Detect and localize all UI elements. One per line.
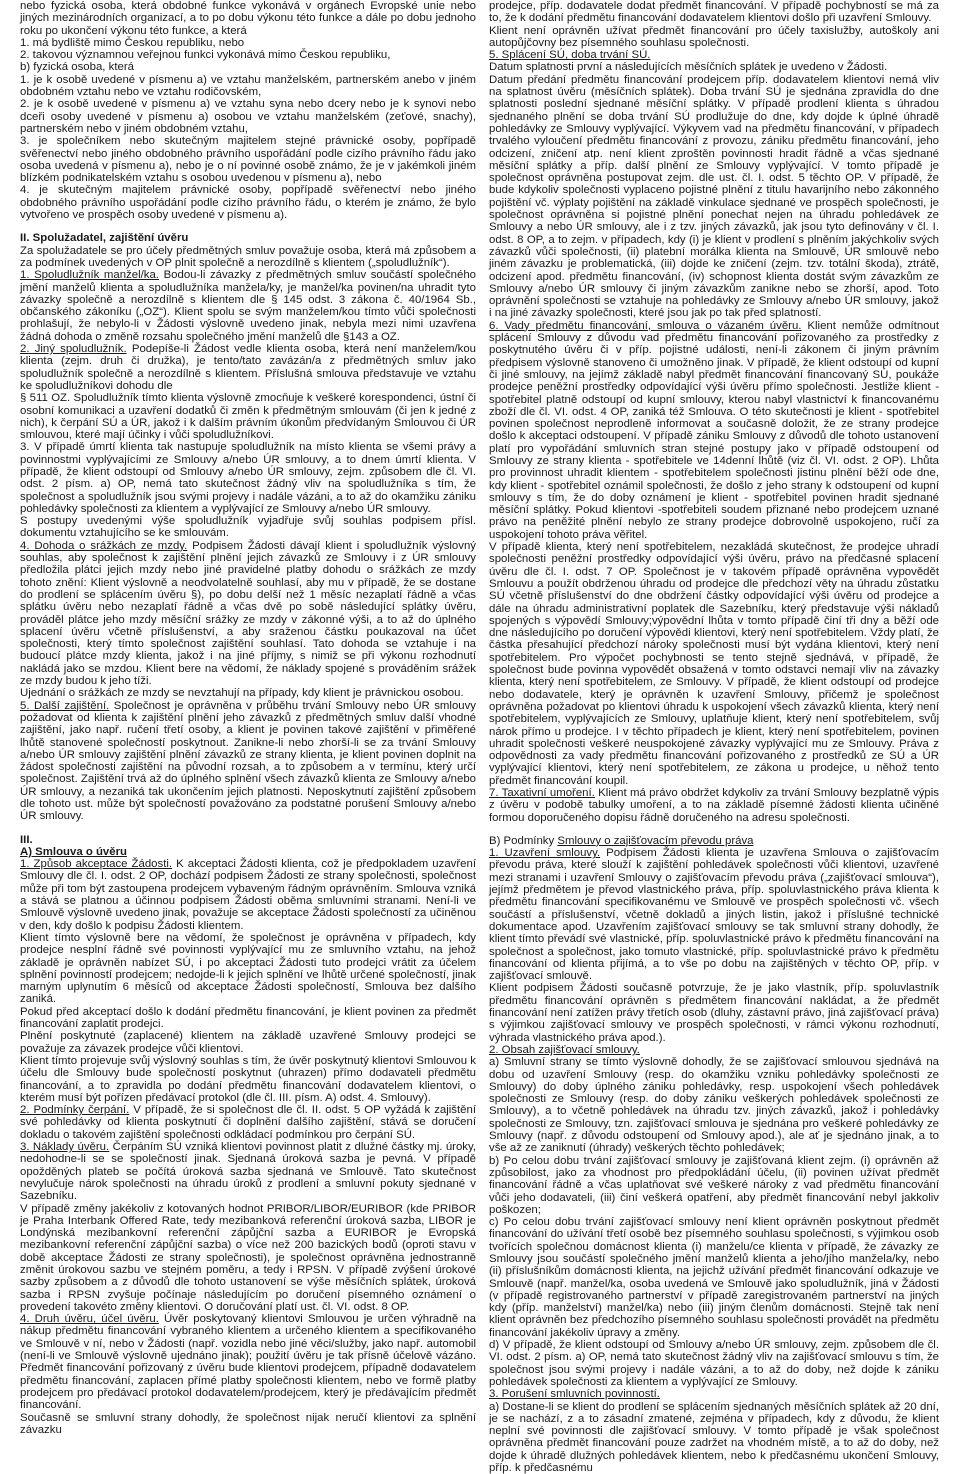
underlined-subheading: 1. Způsob akceptace Žádosti. — [20, 858, 173, 871]
paragraph: Klient není oprávněn užívat předmět financování pro účely taxislužby, autoškoly ani autopůjčovny bez písemného souhlasu společnosti. — [489, 24, 939, 49]
paragraph: Datum předání předmětu financování prodejcem příp. dodavatelem klientovi nemá vliv na splatnost úvěru (měsíčních splátek). Doba trvání SÚ je sjednána zpravidla do dne splatnosti poslední sjednané měsíční splátky. V případě prodlení klienta s úhradou sjednaného plnění se doba trvání SÚ prodlužuje do dne, kdy dojde k úplné úhradě pohledávky ze Smlouvy vyplývající. Výkyvem vad na předmětu financování, v případech trvalého vyloučení předmětu financování z provozu, zániku předmětu financování, jeho odcizení, zničení atp. není klient zproštěn povinnosti hradit řádně a včas sjednané měsíční splátky a příp. další plnění ze Smlouvy vyplývající. V tomto případě je společnost oprávněna postupovat zejm. dle ust. čl. I. odst. 5 těchto OP. V případě, že bude kdykoliv společnosti vyplaceno pojistné plnění z titulu havarijního nebo zákonného pojištění vč. výplaty pojištění na základě vinkulace sjednané ve prospěch společnosti, je společnost oprávněna si pojistné plnění ponechat nejen na úhradu pohledávek ze Smlouvy a nebo ÚR smlouvy, ale i z tzv. jiných závazků, jak jsou tyto definovány v čl. I. odst. 8 OP, a to zejm. v případech, kdy (i) je klient v prodlení s plněním jakýchkoliv svých závazků vůči společnosti, (ii) platební morálka klienta na Smlouvě, ÚR smlouvě nebo jiném závazku je problematická, (iii) dojde ke zničení (zejm. tzv. totální škoda), ztrátě, odcizení apod. předmětu financování, (iv) schopnost klienta dostát svým závazkům ze Smlouvy a/nebo ÚR smlouvy či jiným závazkům zanikne nebo se zhorší, apod. Toto oprávnění společnosti se vztahuje na pohledávky ze Smlouvy a/nebo ÚR smlouvy, jakož i na jiné závazky společnosti, které jsou jak po tak před splatností. — [489, 73, 939, 320]
paragraph — [489, 835, 939, 847]
spacer — [489, 824, 939, 835]
paragraph: 1. je k osobě uvedené v písmenu a) ve vztahu manželském, partnerském anebo v jiném obdobném vztahu nebo ve vztahu rodičovském, — [20, 73, 476, 99]
underlined-subheading: 2. Jiný spoludlužník. — [20, 343, 127, 356]
paragraph: Pokud před akceptací došlo k dodání předmětu financování, je klient povinen za předmět financování zaplatit prodejci. — [20, 1005, 476, 1031]
left-text-column — [20, 0, 477, 1436]
underlined-subheading: 1. Uzavření smlouvy. — [489, 847, 601, 860]
underlined-subheading: 7. Taxativní umoření. — [489, 787, 595, 799]
underlined-subheading: 2. Obsah zajišťovací smlouvy. — [489, 1043, 640, 1056]
paragraph-prefix: B) Podmínky — [489, 834, 558, 847]
paragraph: a) Smluvní strany se tímto výslovně dohodly, že se zajišťovací smlouvou sjednává na dobu od uzavření Smlouvy (resp. do okamžiku vzniku pohledávky společnosti ze Smlouvy) do doby úplného zániku pohledávky, resp. uspokojení všech pohledávek společnosti ze Smlouvy (resp. do doby zániku veškerých pohledávek společnosti ze Smlouvy), a to včetně pohledávek na úhradu tzv. jiných závazků, jakož i pohledávky společnosti ze Smlouvy, tzn. zajišťovací smlouva je sjednána pro veškeré pohledávky ze Smlouvy (např. z důvodu odstoupení od Smlouvy apod.), ale ať je sjednáno jinak, a to vše až ze zaniknutí (úhrady) veškerých těchto pohledávek; — [489, 1056, 939, 1155]
paragraph: c) Po celou dobu trvání zajišťovací smlouvy není klient oprávněn poskytnout předmět financování do užívání třetí osobě bez písemného souhlasu společnosti, s výjimkou osob tvořících společnou domácnost klienta (i) manželu/ce klienta v případě, že závazky ze Smlouvy jsou součástí společného jmění manželů klienta a jeho/jího manžela/ky, nebo (ii) příslušníkům domácnosti klienta, na jejichž užívání předmět financování odkazuje ve Smlouvě (např. manžel/ka, osoba uvedená ve Smlouvě jako spoludlužník, jiná v Žádosti (v případě registrovaného partnerství v případě zaregistrovaném partnerství na jiných kdy (příp. manželství) manžel/ka) nebo (iii) jiným členům domácnosti. Stejně tak není klient oprávněn bez předchozího písemného souhlasu společnosti provádět na předmětu financování jakékoliv úpravy a změny. — [489, 1216, 939, 1339]
paragraph-text: Podepíše-li Žádost vedle klienta osoba, která není manželem/kou klienta (zejm. druh či družka), je tento/tato zavázán/a z předmětných smluv jako spoludlužník společně a nerozdílně s klientem. Příslušná smlouva představuje ve vztahu ke spoludlužníkovi dohodu dle — [20, 343, 476, 392]
paragraph — [489, 847, 939, 982]
paragraph: 1. má bydliště mimo Českou republiku, nebo — [20, 36, 245, 49]
paragraph: 2. je k osobě uvedené v písmenu a) ve vztahu syna nebo dcery nebo je k synovi nebo dceři osoby uvedené v písmenu a) osobou ve vztahu manželském (zeťové, snachy), partnerském nebo v jiném obdobném vztahu, — [20, 98, 476, 135]
paragraph — [20, 269, 476, 343]
section-heading: III. — [20, 833, 33, 846]
underlined-subheading: 6. Vady předmětu financování, smlouva o vázaném úvěru. — [489, 319, 802, 332]
paragraph: b) fyzická osoba, která — [20, 61, 134, 74]
underlined-subheading: 2. Podmínky čerpání. — [20, 1104, 130, 1117]
right-text-column — [489, 0, 939, 1474]
paragraph: Klient podpisem Žádosti současně potvrzuje, že je jako vlastník, příp. spoluvlastník předmětu financování oprávněn s předmětem financování nakládat, a že předmět financování není zatížen právy třetích osob (dluhy, zástavní právo, jiná zajišťovací práva) s výjimkou zajišťovací smlouvy ve prospěch společnosti, v rámci výkonu rozhodnutí, výhrada vlastnického práva apod.). — [489, 982, 939, 1044]
paragraph: prodejce, příp. dodavatele dodat předmět financování. V případě pochybností se má za to, že k dodání předmětu financování dodavatelem klientovi došlo při uzavření Smlouvy. — [489, 0, 939, 25]
paragraph-text: K akceptaci Žádosti klienta, což je předpokladem uzavření Smlouvy dle čl. I. odst. 2 OP, dochází podpisem Žádosti ze strany společnosti, společnost může při tom být zastoupena prodejcem vybaveným řádným oprávněním. Smlouva vzniká a stává se platnou a účinnou podpisem Žádosti oběma smluvními stranami. Není-li ve Smlouvě výslovně uvedeno jinak, považuje se akceptace Žádosti společností za učiněnou v den, kdy došlo k podpisu Žádosti klientem. — [20, 858, 476, 932]
underlined-subheading: 3. Náklady úvěru. — [20, 1141, 110, 1154]
paragraph: Klient tímto výslovně bere na vědomí, že společnost je oprávněna v případech, kdy prodejce nesplní řádně své povinnosti vyplývající mu ze smluvního vztahu, na jehož základě je oprávněn nabízet SÚ, i po akceptaci Žádosti tuto prodejci vrátit za účelem splnění povinností prodejcem; nedojde-li k jejich splnění ve lhůtě určené společností, jinak marným uplynutím 6 měsíců od akceptace Žádosti společností, Smlouva bez dalšího zaniká. — [20, 931, 476, 1006]
paragraph — [20, 700, 476, 823]
underlined-subheading: Smlouvy o zajišťovacím převodu práva — [557, 834, 754, 847]
paragraph: Datum splatnosti první a následujících měsíčních splátek je uvedeno v Žádosti. — [489, 61, 888, 74]
spacer — [20, 823, 476, 834]
paragraph: nebo fyzická osoba, která obdobné funkce vykonává v orgánech Evropské unie nebo jiných mezinárodních organizací, a to po dobu výkonu této funkce a dále po dobu jednoho roku po ukončení výkonu této funkce, a která — [20, 0, 476, 37]
paragraph — [20, 1313, 476, 1411]
underlined-subheading: 4. Dohoda o srážkách ze mzdy. — [20, 539, 188, 552]
paragraph-text: Bodou-li závazky z předmětných smluv součástí společného jmění manželů klienta a spoludlužníka manžela/ky, je manžel/ka povinen/na uhradit tyto závazky společně a nerozdílně s klientem dle § 145 odst. 3 zákona č. 40/1964 Sb., občanského zákoníku („OZ“). Klient spolu se svým manželem/kou tímto vůči společnosti prohlašují, že nebylo-li v Žádosti výslovně uvedeno jinak, nebyla mezi nimi uzavřena žádná dohoda o změně rozsahu společného jmění manželů dle §143 a OZ. — [20, 269, 476, 343]
paragraph: Ujednání o srážkách ze mzdy se nevztahují na případy, kdy klient je právnickou osobou. — [20, 687, 464, 700]
section-heading: A) Smlouva o úvěru — [20, 845, 127, 858]
paragraph — [20, 1141, 476, 1202]
underlined-subheading: 4. Druh úvěru, účel úvěru. — [20, 1313, 159, 1326]
paragraph: 3. je společníkem nebo skutečným majitelem stejné právnické osoby, popřípadě svěřenectví nebo jiného obdobného právního uspořádání podle cizího právního řádu jako osoba uvedená v písmenu a), nebo je o ní povinné osobě známo, že je v jakémkoli jiném blízkém podnikatelském vztahu s osobou uvedenou v písmenu a), nebo — [20, 135, 476, 185]
underlined-subheading: 3. Porušení smluvních povinností. — [489, 1388, 660, 1401]
paragraph — [489, 320, 939, 541]
paragraph-text: V případě, že si společnost dle čl. II. odst. 5 OP vyžádá k zajištění své pohledávky od klienta poskytnutí či doplnění dalšího zajištění, stává se doručení dokladu o takovém zajištění společnosti odkládací podmínkou pro čerpání SÚ. — [20, 1104, 476, 1141]
paragraph — [20, 1104, 476, 1141]
paragraph-text: Úvěr poskytovaný klientovi Smlouvou je určen výhradně na nákup předmětu financování vybraného klientem a určeného klientem a specifikovaného ve Smlouvě v ní, nebo v Žádosti (např. vozidla nebo jiné věci/služby, jako např. automobil (není-li ve Smlouvě výslovně ujednáno jinak); použití úvěru je tak přísně účelově vázáno. Předmět financování pořizovaný z úvěru bude klientovi prodejcem, případně dodavatelem předmětu financování, zaplacen přímé platby společnosti klientem, nebo ve formě platby prodejcem pro předávací protokol dodavatelem/prodejcem, který je předávajícím předmět financování. — [20, 1313, 477, 1412]
paragraph — [20, 343, 476, 392]
paragraph: V případě klienta, který není spotřebitelem, nezakládá skutečnost, že prodejce uhradí společnosti peněžní prostředky odpovídající výši úvěru, právo na předčasné splacení úvěru dle čl. I. odst. 7 OP. Společnost je v takovém případě oprávněna vypovědět Smlouvu a použít obdrženou úhradu od prodejce dle předchozí věty na úhradu zůstatku SÚ včetně příslušenství do dne obdržení částky odpovídající výši úvěru od prodejce a dále na úhradu administrativní poplatek dle Sazebníku, který představuje výši nákladů spojených s výpovědí Smlouvy;výpovědní lhůta v tomto případě činí tři dny a běží ode dne následujícího po doručení výpovědi klientovi, který není spotřebitelem. Vždy platí, že částka přesahující předchozí nároky společnosti musí být vydána klientovi, který není spotřebitelem. Pro výpočet pochybnosti se tento stejně sjednává, v případě, že společnost bude povinna vypovědět obsažená v tomto odstavci nemají vliv na závazky klienta, který není spotřebitelem, ze Smlouvy. V případě, že klient odstoupí od prodejce nebo dodavatele, který je oprávněn k uzavření Smlouvy, přičemž je společnost oprávněna požadovat po klientovi úhradu k uspokojení všech závazků klienta, který není spotřebitelem, vyplývajících ze Smlouvy, uplatňuje klient, který není spotřebitelem, svůj nárok přímo u prodejce. I v těchto případech je klient, který není spotřebitelem, povinen uhradit společnosti veškeré neuspokojené závazky vyplývající mu ze Smlouvy. Práva z odpovědnosti za vady předmětu financování pořizovaného z prostředků ze SÚ a ÚR vyplývající klientovi, který není spotřebitelem, ze zákona u prodejce, u něhož tento předmět financování koupil. — [489, 541, 939, 787]
paragraph: 3. V případě úmrtí klienta tak nastupuje spoludlužník na místo klienta se všemi právy a povinnostmi vyplývajícími ze Smlouvy a/nebo ÚR smlouvy, a to dnem úmrtí klienta. V případě, že klient odstoupí od Smlouvy a/nebo ÚR smlouvy, zejm. způsobem dle čl. VI. odst. 2 písm. a) OP, nemá tato skutečnost žádný vliv na spoludlužníka s tím, že společnost a spoludlužník jsou svými projevy i nadále vázáni, a to až do okamžiku zániku pohledávky společnosti za klientem a vyplývající ze Smlouvy a/nebo ÚR smlouvy. — [20, 441, 476, 515]
paragraph: 4. je skutečným majitelem právnické osoby, popřípadě svěřenectví nebo jiného obdobného právního uspořádání podle cizího právního řádu, o kterém je známo, že bylo vytvořeno ve prospěch osoby uvedené v písmenu a). — [20, 184, 476, 222]
paragraph — [489, 1044, 939, 1056]
paragraph: Klient tímto projevuje svůj výslovný souhlas s tím, že úvěr poskytnutý klientovi Smlouvou k účelu dle Smlouvy bude společností poskytnut (uhrazen) přímo dodavateli předmětu financování, a to zpravidla po dodání předmětu financování dodavatelem klientovi, o kterém musí být pořízen předávací protokol (dle čl. III. písm. A) odst. 4. Smlouvy). — [20, 1054, 476, 1104]
paragraph: b) Po celou dobu trvání zajišťovací smlouvy je zajišťovaná klient zejm. (i) oprávněn až způsobilost, jako za vhodnost pro předpokládání účelu, (ii) povinen užívat předmět financování řádně a včas uplatňovat své veškeré nároky z vad předmětu financování vůči jeho dodavateli, (iii) činí veškerá opatření, aby předmět financování nebyl jakkoliv poškozen; — [489, 1154, 939, 1216]
paragraph: § 511 OZ. Spoludlužník tímto klienta výslovně zmocňuje k veškeré korespondenci, ústní či osobní komunikaci a uzavření dodatků či změn k předmětným smlouvám (či jen k jedné z nich), k čerpání SÚ a ÚR, jakož i k dalším právním úkonům předvídaným Smlouvou či ÚR smlouvou, které mají účinky i vůči spoludlužníkovi. — [20, 392, 476, 442]
paragraph — [20, 540, 476, 688]
paragraph-text: Klient má právo obdržet kdykoliv za trvání Smlouvy bezplatně výpis z úvěru v podobě tabulky umoření, a to na základě písemné žádosti klienta učiněné formou doporučeného dopisu řádně doručeného na adresu společnosti. — [489, 787, 939, 824]
underlined-subheading: 5. Splácení SÚ, doba trvání SÚ. — [489, 49, 651, 62]
paragraph: Za spolužadatele se pro účely předmětných smluv považuje osoba, která má způsobem a za podmínek uvedených v OP plnit společně a nerozdílně s klientem („spoludlužník“). — [20, 244, 476, 269]
paragraph — [489, 787, 939, 824]
paragraph-text: Společnost je oprávněna v průběhu trvání Smlouvy nebo ÚR smlouvy požadovat od klienta k zajištění plnění jeho závazků z předmětných smluv další vhodné zajištění, jako např. ručení třetí osoby, a klient je povinen takové zajištění v přiměřené lhůtě stanovené společností poskytnout. Zanikne-li nebo zhorší-li se za trvání Smlouvy a/nebo ÚR smlouvy zajištění plnění závazků ze strany klienta, je klient povinen doplnit na žádost společnosti zajištění na původní rozsah, a to způsobem a v termínu, který určí společnost. Zajištění trvá až do úplného splnění všech závazků klienta ze Smlouvy a/nebo ÚR smlouvy, a nezaniká tak ukončením jejich platnosti. Neposkytnutí zajištění způsobem dle tohoto ust. může být společností považováno za podstatné porušení Smlouvy a/nebo ÚR smlouvy. — [20, 699, 477, 823]
paragraph — [489, 1388, 939, 1400]
paragraph: 2. takovou významnou veřejnou funkci vykonává mimo Českou republiku, — [20, 49, 391, 62]
paragraph: d) V případě, že klient odstoupí od Smlouvy a/nebo ÚR smlouvy, zejm. způsobem dle čl. VI. odst. 2 písm. a) OP, nemá tato skutečnost žádný vliv na zajišťovací smlouvu s tím, že společnost jsou svými projevy i nadále vázáni, a to až do doby, než dojde k zániku pohledávek společnosti za klientem a vyplývající ze Smlouvy. — [489, 1339, 939, 1388]
paragraph: S postupy uvedenými výše spoludlužník vyjadřuje svůj souhlas podpisem přísl. dokumentu vztahujícího se ke smlouvám. — [20, 515, 476, 540]
paragraph — [489, 49, 939, 61]
paragraph: Plnění poskytnuté (zaplacené) klientem na základě uzavřené Smlouvy prodejci se považuje za závazek prodejce vůči klientovi. — [20, 1030, 476, 1055]
underlined-subheading: 1. Spoludlužník manžel/ka. — [20, 269, 159, 282]
underlined-subheading: 5. Další zajištění. — [20, 699, 110, 712]
paragraph: Současně se smluvní strany dohodly, že společnost nijak neručí klientovi za splnění závazku — [20, 1411, 476, 1436]
paragraph-text: Čerpáním SÚ vzniká klientovi povinnost platit z dlužné částky mj. úroky, nedohodne-li se se společností jinak. Sjednaná úroková sazba je pevná. V případě opožděných plateb se počítá úroková sazba sjednaná ve Smlouvě. Tato skutečnost nevylučuje nárok společnosti na úhradu úroků z prodlení a smluvní pokuty sjednané v Sazebníku. — [20, 1141, 476, 1203]
section-heading: II. Spolužadatel, zajištění úvěru — [20, 232, 189, 245]
spacer — [20, 221, 476, 232]
paragraph-text: Podpisem Žádosti dávají klient i spoludlužník výslovný souhlas, aby společnost k zajištění plnění jejich závazků ze Smlouvy i z ÚR smlouvy předložila plátci jejich mzdy nebo jiné pravidelné platby dohodu o srážkách ze mzdy tohoto znění: Klient výslovně a neodvolatelně souhlasí, aby mu v případě, že se dostane do prodlení se splácením úvěru §), po dobu delší než 1 měsíc nezaplatí řádně a včas splátku úvěru nebo nezaplatí řádně a včas dvě po sobě následující splátky úvěru, prováděl plátce jeho mzdy měsíční srážky ze mzdy v zákonné výši, a to až do úplného splacení úvěru včetně příslušenství, a aby sraženou částku poukazoval na účet společnosti, který tímto společnost zajištění souhlasí. Tato dohoda se vztahuje i na budoucí plátce mzdy klienta, jakož i na jiné příjmy, s nimiž se při výkonu rozhodnutí nakládá jako se mzdou. Klient bere na vědomí, že náklady spojené s prováděním srážek ze mzdy budou k jeho tíži. — [20, 539, 476, 688]
paragraph-text: Podpisem Žádosti klienta je uzavřena Smlouva o zajišťovacím převodu práva, které slouží k zajištění pohledávek společnosti vůči klientovi, uzavřené mezi stranami i uzavření Smlouvy o zajišťovacím převodu práva („zajišťovací smlouva“), jejímž předmětem je převod vlastnického práva, příp. spoluvlastnického práva klienta k předmětu financování specifikovanému ve Smlouvě ve prospěch společnosti vč. všech součástí a příslušenství, včetně dokladů a jiných listin, jakož i příslušné technické dokumentace apod. Uzavřením zajišťovací smlouvy se tak smluvní strany dohodly, že klient tímto převádí své vlastnické, příp. spoluvlastnické právo k předmětu financování na společnost a společnost, jako tomuto vlastnické, příp. spoluvlastnické právo k předmětu financování od klienta přijímá, a to vše po dobu na zajištěných v těchto OP, příp. v zajišťovací smlouvě. — [489, 847, 939, 983]
paragraph: V případě změny jakékoliv z kotovaných hodnot PRIBOR/LIBOR/EURIBOR (kde PRIBOR je Praha Interbank Offered Rate, tedy mezibanková referenční úroková sazba, LIBOR je Londýnská mezibankovní referenční zápůjční sazba a EURIBOR je Evropská mezibankovní referenční zápůjční sazba) o více než 200 bazických bodů (oproti stavu v době akceptace Žádosti ze strany společnosti), je společnost oprávněna jednostranně změnit úrokovou sazbu ve stejném poměru, a tedy i RPSN. V případě zvýšení úrokové sazby způsobem a z důvodů dle tohoto ustanovení se výše měsíčních splátek, úroková sazba i RPSN zvyšuje počínaje následujícím po doručení písemného oznámení o provedení takovéto změny klientovi. O doručování platí ust. čl. VI. odst. 8 OP. — [20, 1202, 476, 1313]
paragraph — [20, 858, 476, 932]
paragraph-text: Klient nemůže odmítnout splácení Smlouvy z důvodu vad předmětu financování pořizovaného za prostředky z poskytnutého úvěru či v příp. pojistné události, není-li zákonem či jiným právním předpisem výslovně stanoveno či umožněno jinak. V případě, že klient odstoupí od kupní či jiné smlouvy, na jejímž základě nabyl předmět financování financovaný SÚ, poukáže prodejce peněžní prostředky odpovídající výši úvěru přímo společnosti. Jestliže klient - spotřebitel platně odstoupí od kupní smlouvy, kterou nabyl vlastnictví k financovanému zboží dle čl. VI. odst. 4 OP, zaniká též Smlouva. O této skutečnosti je klient - spotřebitel povinen společnost neprodleně informovat a současně doložit, že ze strany prodejce došlo k akceptaci odstoupení. V případě zániku Smlouvy z důvodů dle tohoto ustanovení platí pro vypořádání smluvních stran stejné postupy jako v případě odstoupení od Smlouvy ze strany klienta - spotřebitele ve 14denní lhůtě (viz čl. VI. odst. 2 OP). Lhůta pro provinnost uhradit klientem - spotřebitelem společnosti jistinu plnění běží ode dne, kdy klient - spotřebitel oznámil společnosti, že došlo z jeho strany k odstoupení od kupní smlouvy s tím, že do doby oznámení je klient - spotřebitel povinen hradit sjednané měsíční splátky. Pokud klientovi -spotřebiteli soudem přiznané nebo prodejcem uznané právo na peněžité plnění nebylo ze strany prodejce dobrovolně uspokojeno, ručí za uspokojení tohoto práva věřitel. — [489, 319, 939, 541]
paragraph: a) Dostane-li se klient do prodlení se splácením sjednaných měsíčních splátek až 20 dní, je se nachází, z a to zásadní zmatené, zejména v případech, kdy z důvodu, že klient neplní své povinnosti dle zajišťovací smlouvy. V tomto případě je však společnost oprávněna předmět financování pouze zadržet na vhodném místě, a to až do doby, než dojde k úhradě dlužných pohledávek klientem, nebo k předčasnému ukončení Smlouvy, příp. k předčasnému — [489, 1400, 939, 1474]
